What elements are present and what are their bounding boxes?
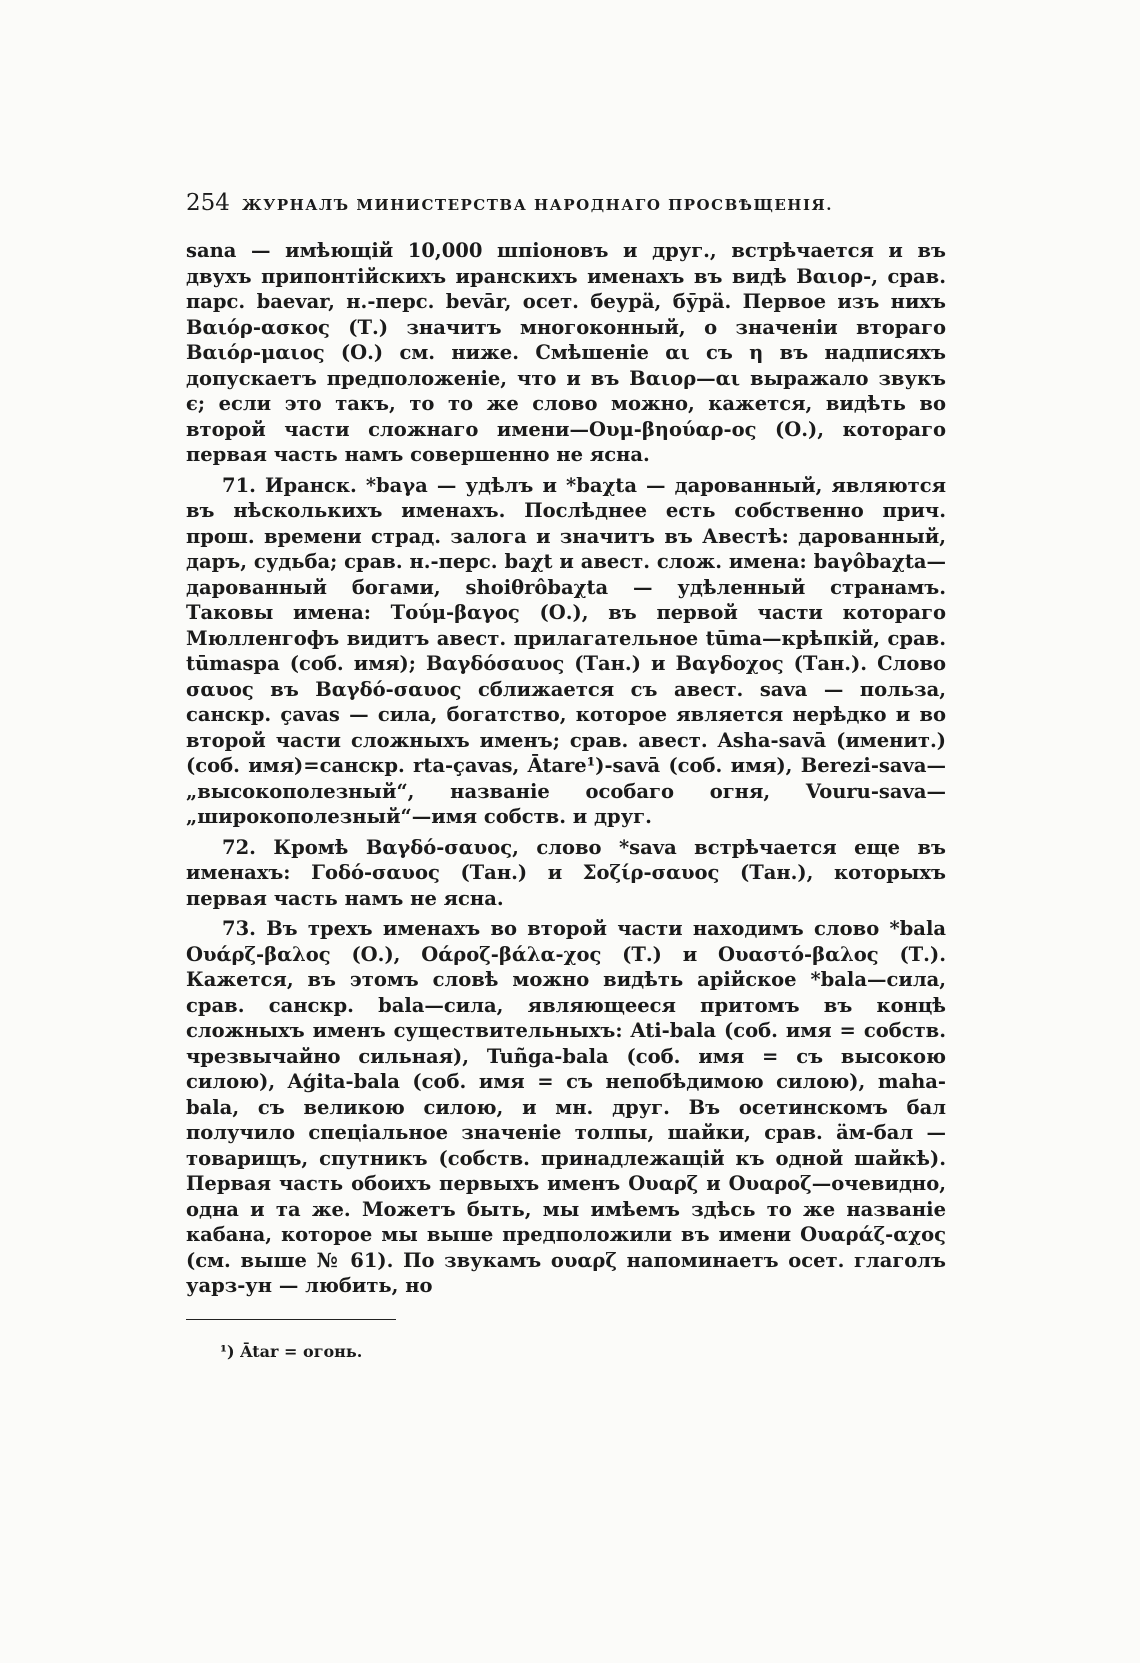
paragraph-71: 71. Иранск. *baγa — удѣлъ и *baχta — дарованный, являются въ нѣсколькихъ именахъ. Послѣднее есть собственно прич. прош. времени страд. залога и значитъ въ Авестѣ: дарованный, даръ, судьба; срав. н.-перс. baχt и авест. слож. имена: baγôbaχta—дарованный богами, shoiθrôbaχta — удѣленный странамъ. Таковы имена: Τούμ-βαγος (О.), въ первой части котораго Мюлленгофъ видитъ авест. прилагательное tūma—крѣпкій, срав. tūmaspa (соб. имя); Βαγδόσαυος (Тан.) и Βαγδοχος (Тан.). Слово σαυος въ Βαγδό-σαυος сближается съ авест. sava — польза, санскр. çavas — сила, богатство, которое является нерѣдко и во второй части сложныхъ именъ; срав. авест. Asha-savā (именит.) (соб. имя)=санскр. rta-çavas, Ātare¹)-savā (соб. имя), Berezi-sava—„высокополезный“, названіе особаго огня, Vouru-sava— „широкополезный“—имя собств. и друг. <box>186 473 946 828</box>
paragraph-72: 72. Кромѣ Βαγδό-σαυος, слово *sava встрѣчается еще въ именахъ: Γοδό-σαυος (Тан.) и Σοζίρ-σαυος (Тан.), которыхъ первая часть намъ не ясна. <box>186 835 946 910</box>
book-page <box>186 190 946 1361</box>
body-text <box>186 238 946 1299</box>
footnote-divider <box>186 1319 396 1321</box>
running-head: ЖУРНАЛЪ МИНИСТЕРСТВА НАРОДНАГО ПРОСВѢЩЕНІЯ. <box>242 196 833 214</box>
footnote: ¹) Ātar = огонь. <box>220 1342 363 1361</box>
paragraph-continuation: sana — имѣющій 10,000 шпіоновъ и друг., встрѣчается и въ двухъ припонтійскихъ иранскихъ именахъ въ видѣ Βαιορ-, срав. парс. baevar, н.-перс. bevār, осет. беурӓ, бӯрӓ. Первое изъ нихъ Βαιόρ-ασκος (Т.) значитъ многоконный, о значеніи втораго Βαιόρ-μαιος (О.) см. ниже. Смѣшеніе αι съ η въ надписяхъ допускаетъ предположеніе, что и въ Βαιορ—αι выражало звукъ є; если это такъ, то то же слово можно, кажется, видѣть во второй части сложнаго имени—Ουμ-βηούαρ-ος (О.), котораго первая часть намъ совершенно не ясна. <box>186 239 946 466</box>
page-header <box>186 190 946 224</box>
paragraph-73: 73. Въ трехъ именахъ во второй части находимъ слово *bala Ουάρζ-βαλος (О.), Οάροζ-βάλα-χος (Т.) и Ουαστό-βαλος (Т.). Кажется, въ этомъ словѣ можно видѣть арійское *bala—сила, срав. санскр. bala—сила, являющееся притомъ въ концѣ сложныхъ именъ существительныхъ: Ati-bala (соб. имя = собств. чрезвычайно сильная), Tuñga-bala (соб. имя = съ высокою силою), Aģita-bala (соб. имя = съ непобѣдимою силою), maha-bala, съ великою силою, и мн. друг. Въ осетинскомъ бал получило спеціальное значеніе толпы, шайки, срав. ӓм-бал — товарищъ, спутникъ (собств. принадлежащій къ одной шайкѣ). Первая часть обоихъ первыхъ именъ Ουαρζ и Ουαροζ—очевидно, одна и та же. Можетъ быть, мы имѣемъ здѣсь то же названіе кабана, которое мы выше предположили въ имени Ουαράζ-αχος (см. выше № 61). По звукамъ ουαρζ напоминаетъ осет. глаголъ уарз-ун — любить, но <box>186 917 946 1297</box>
page-number: 254 <box>186 190 230 216</box>
